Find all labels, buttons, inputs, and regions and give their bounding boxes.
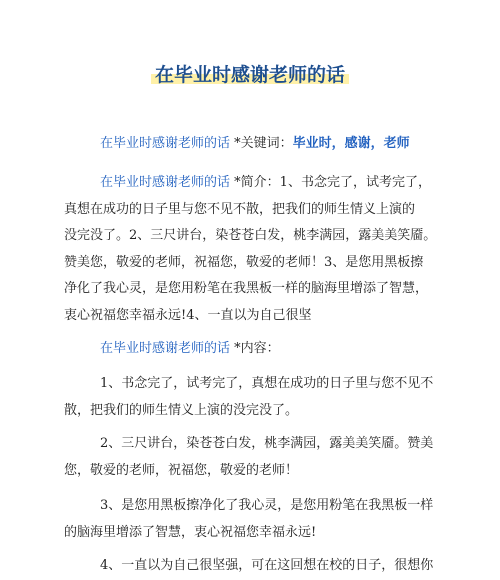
intro-line: 1、书念完了，试考完了， — [279, 175, 431, 190]
content-line — [64, 336, 442, 363]
keywords-prefix: *关键词： — [234, 136, 293, 151]
intro-paragraph — [64, 170, 442, 329]
keywords-line — [64, 131, 442, 158]
paragraph-line: 散，把我们的师生情义上演的没完没了。 — [64, 402, 299, 418]
keywords-value: 毕业时，感谢，老师 — [292, 136, 410, 151]
paragraph-line: 您，敬爱的老师，祝福您，敬爱的老师！ — [64, 462, 299, 478]
paragraph-line: 1、书念完了，试考完了，真想在成功的日子里与您不见不 — [100, 376, 434, 391]
paragraph — [64, 431, 442, 484]
content-prefix: *内容： — [234, 341, 280, 356]
paragraph-line: 3、是您用黑板擦净化了我心灵，是您用粉笔在我黑板一样 — [100, 498, 434, 513]
paragraph-line: 4、一直以为自己很坚强，可在这回想在校的日子，很想你 — [100, 558, 434, 573]
intro-prefix: *简介： — [234, 175, 280, 190]
intro-line: 真想在成功的日子里与您不见不散，把我们的师生情义上演的 — [64, 201, 416, 217]
intro-line: 赞美您，敬爱的老师，祝福您，敬爱的老师！3、是您用黑板擦 — [64, 254, 424, 270]
content-label: 在毕业时感谢老师的话 — [100, 341, 231, 356]
paragraph-line: 2、三尺讲台，染苍苍白发，桃李满园，露美美笑靥。赞美 — [100, 436, 434, 451]
intro-line: 净化了我心灵，是您用粉笔在我黑板一样的脑海里增添了智慧， — [64, 281, 429, 296]
intro-line: 没完没了。2、三尺讲台，染苍苍白发，桃李满园，露美美笑靥。 — [64, 228, 437, 243]
intro-label: 在毕业时感谢老师的话 — [100, 175, 231, 190]
paragraph — [64, 493, 442, 546]
paragraph — [64, 553, 442, 580]
paragraph-line: 的脑海里增添了智慧，衷心祝福您幸福永远! — [64, 524, 317, 540]
paragraph — [64, 371, 442, 424]
keywords-label: 在毕业时感谢老师的话 — [100, 136, 231, 151]
intro-line: 衷心祝福您幸福永远!4、一直以为自己很坚 — [64, 307, 312, 323]
page-title: 在毕业时感谢老师的话 — [0, 60, 500, 87]
